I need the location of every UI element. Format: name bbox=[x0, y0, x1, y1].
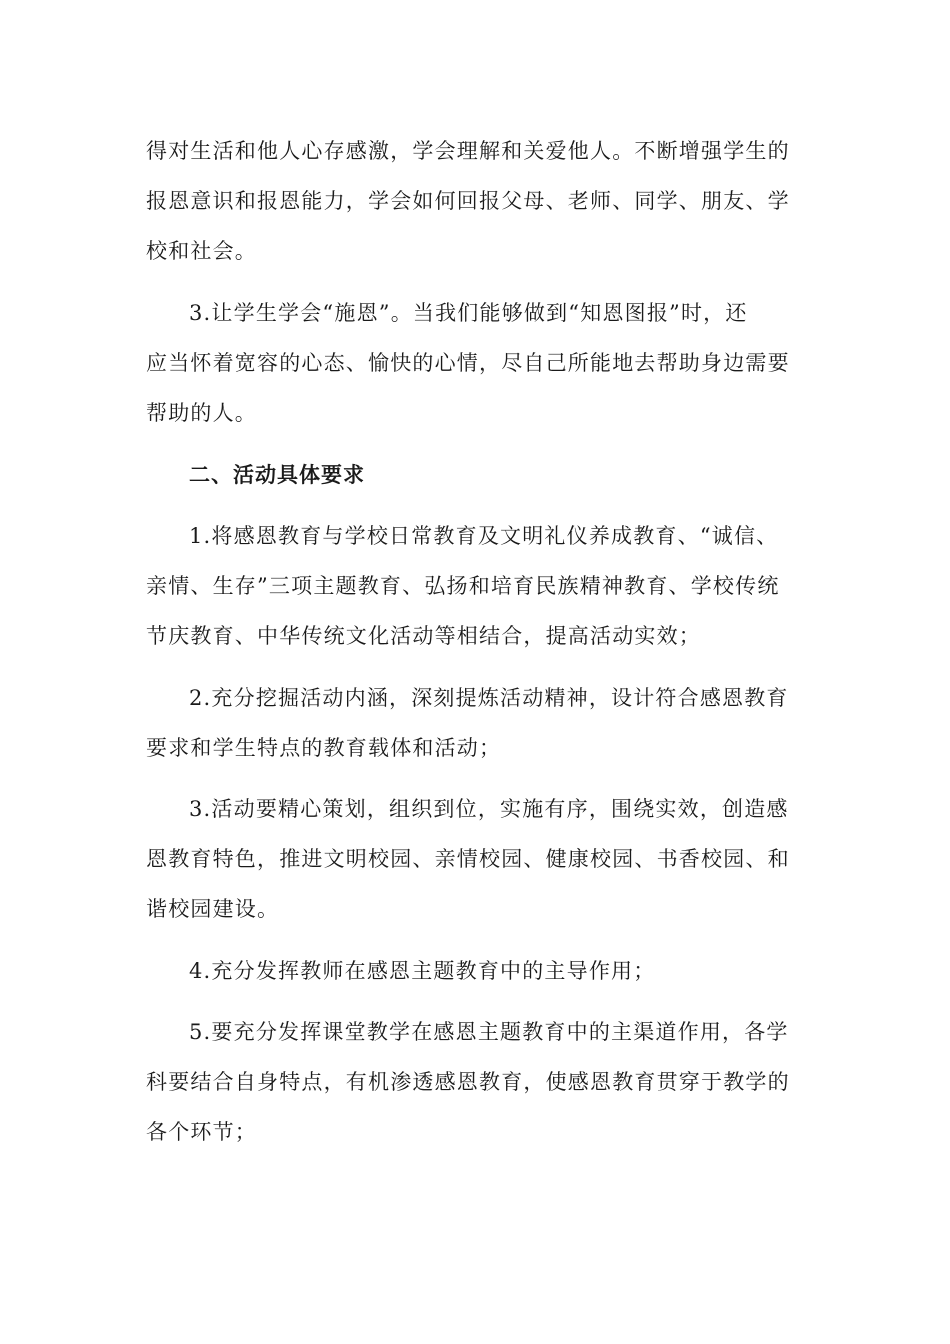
paragraph-line: 3.让学生学会“施恩”。当我们能够做到“知恩图报”时，还 bbox=[189, 301, 748, 325]
paragraph-line: 恩教育特色，推进文明校园、亲情校园、健康校园、书香校园、和 bbox=[146, 847, 790, 871]
paragraph-line: 2.充分挖掘活动内涵，深刻提炼活动精神，设计符合感恩教育 bbox=[189, 686, 789, 710]
paragraph-line: 得对生活和他人心存感激，学会理解和关爱他人。不断增强学生的 bbox=[146, 139, 790, 163]
paragraph-line: 节庆教育、中华传统文化活动等相结合，提高活动实效； bbox=[146, 624, 701, 648]
paragraph-line: 谐校园建设。 bbox=[146, 897, 280, 921]
section-heading: 二、活动具体要求 bbox=[189, 463, 365, 487]
paragraph-line: 应当怀着宽容的心态、愉快的心情，尽自己所能地去帮助身边需要 bbox=[146, 351, 790, 375]
paragraph-line: 报恩意识和报恩能力，学会如何回报父母、老师、同学、朋友、学 bbox=[146, 189, 790, 213]
paragraph-line: 4.充分发挥教师在感恩主题教育中的主导作用； bbox=[189, 959, 656, 983]
paragraph-line: 亲情、生存”三项主题教育、弘扬和培育民族精神教育、学校传统 bbox=[146, 574, 780, 598]
paragraph-line: 5.要充分发挥课堂教学在感恩主题教育中的主渠道作用，各学 bbox=[189, 1020, 789, 1044]
paragraph-line: 校和社会。 bbox=[146, 239, 257, 263]
paragraph-line: 要求和学生特点的教育载体和活动； bbox=[146, 736, 502, 760]
paragraph-line: 1.将感恩教育与学校日常教育及文明礼仪养成教育、“诚信、 bbox=[189, 524, 779, 548]
paragraph-line: 帮助的人。 bbox=[146, 401, 257, 425]
paragraph-line: 各个环节； bbox=[146, 1120, 257, 1144]
paragraph-line: 3.活动要精心策划，组织到位，实施有序，围绕实效，创造感 bbox=[189, 797, 789, 821]
paragraph-line: 科要结合自身特点，有机渗透感恩教育，使感恩教育贯穿于教学的 bbox=[146, 1070, 790, 1094]
